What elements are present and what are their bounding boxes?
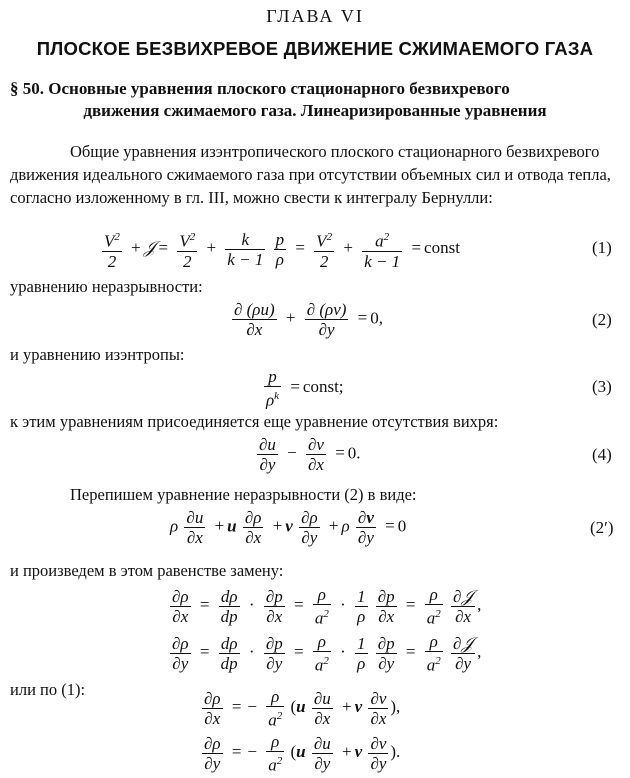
equation-bernoulli: $\frac{V^2}{2}$ + 𝒥 = $\frac{V^2}{2}$ + $\frac{k}{k - 1}$ $\frac{p}{\rho}$ = $\frac{V^2}{2}$ + $\frac{a^2}{k - 1}$ = const (104, 229, 460, 271)
equation-continuity-expanded: ρ $\frac{\partial u}{\partial x}$ + u $\frac{\partial\rho}{\partial x}$ + v $\frac{\partial\rho}{\partial y}$ + ρ $\frac{\partial v}{\partial y}$ = 0 (170, 508, 407, 547)
expanded-rhs: 0 (397, 516, 407, 536)
chapter-label: ГЛАВА VI (266, 6, 364, 26)
equation-final-x: $\frac{\partial\rho}{\partial x}$ = − $\frac{\rho}{a^2}$ (u $\frac{\partial u}{\partial x}$ + v $\frac{\partial v}{\partial x}$ ), (204, 687, 401, 730)
text-substitute: и произведем в этом равенстве замену: (10, 561, 284, 580)
text-isentrope: и уравнению изэнтропы: (10, 345, 185, 364)
equation-continuity: $\frac{\partial (\rho u)}{\partial x}$ + $\frac{\partial (\rho v)}{\partial y}$ = 0, (234, 300, 384, 339)
equation-number-3: (3) (592, 377, 612, 396)
text-or: или по (1): (10, 680, 86, 699)
equation-substitution-y: $\frac{\partial\rho}{\partial y}$ = $\frac{d\rho}{dp}$ · $\frac{\partial p}{\partial y}$ = $\frac{\rho}{a^2}$ · $\frac{1}{\rho}$ $\frac{\partial p}{\partial y}$ = $\frac{\rho}{a^2}$ ∂𝒥 ∂y , (172, 632, 482, 675)
intro-paragraph: Общие уравнения изэнтропического плоского стационарного безвихревого движения идеального сжимаемого газа при отсутствии объемных сил и отвода тепла, согласно изложенному в гл. III, можно свести к интегралу Бернулли: (10, 142, 611, 207)
equation-isentrope: $\frac{p}{\rho^k}$ = const; (266, 367, 344, 410)
equation-number-2-prime: (2′) (590, 518, 614, 537)
vortex-rhs: 0. (347, 443, 361, 463)
const-value: const (424, 238, 460, 258)
isentrope-rhs: const; (302, 377, 344, 397)
equation-number-2: (2) (592, 310, 612, 329)
text-rewrite: Перепишем уравнение неразрывности (2) в виде: (70, 485, 417, 504)
text-continuity: уравнению неразрывности: (10, 277, 203, 296)
equation-substitution-x: $\frac{\partial\rho}{\partial x}$ = $\frac{d\rho}{dp}$ · $\frac{\partial p}{\partial x}$ = $\frac{\rho}{a^2}$ · $\frac{1}{\rho}$ $\frac{\partial p}{\partial x}$ = $\frac{\rho}{a^2}$ ∂𝒥 ∂x , (172, 585, 482, 628)
equation-vortex: $\frac{\partial u}{\partial y}$ − $\frac{\partial v}{\partial x}$ = 0. (259, 435, 361, 474)
section-title-line-2: движения сжимаемого газа. Линеаризированные уравнения (83, 101, 547, 120)
equation-final-y: $\frac{\partial\rho}{\partial y}$ = − $\frac{\rho}{a^2}$ (u $\frac{\partial u}{\partial y}$ + v $\frac{\partial v}{\partial y}$ ). (204, 732, 401, 775)
equation-number-4: (4) (592, 445, 612, 464)
section-title-line-1: § 50. Основные уравнения плоского стационарного безвихревого (10, 79, 510, 98)
text-vortex: к этим уравнениям присоединяется еще уравнение отсутствия вихря: (10, 412, 499, 431)
equation-number-1: (1) (592, 238, 612, 257)
chapter-title: ПЛОСКОЕ БЕЗВИХРЕВОЕ ДВИЖЕНИЕ СЖИМАЕМОГО ГАЗА (36, 38, 594, 59)
continuity-rhs: 0, (370, 308, 384, 328)
